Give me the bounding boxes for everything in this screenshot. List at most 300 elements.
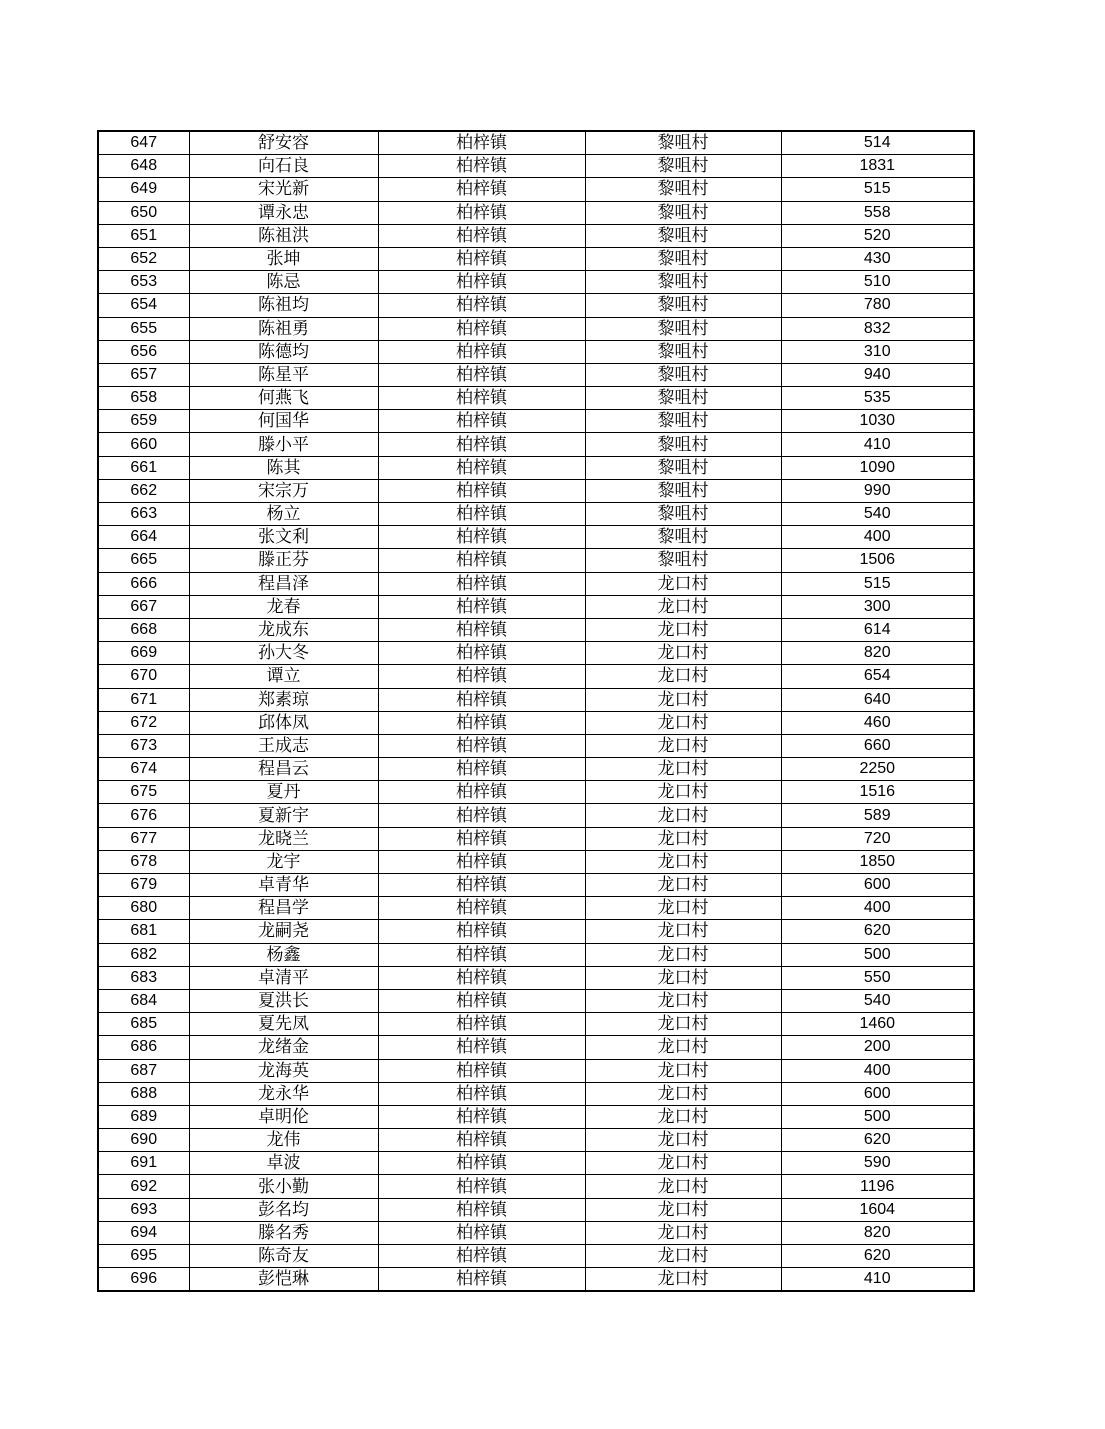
cell-town: 柏梓镇	[378, 131, 585, 155]
cell-amount: 200	[781, 1036, 974, 1059]
table-row	[98, 595, 974, 618]
table-row	[98, 387, 974, 410]
cell-village: 黎咀村	[585, 363, 781, 386]
cell-town: 柏梓镇	[378, 665, 585, 688]
cell-amount: 720	[781, 827, 974, 850]
table-row	[98, 247, 974, 270]
cell-town: 柏梓镇	[378, 1013, 585, 1036]
cell-name: 龙嗣尧	[189, 920, 378, 943]
cell-town: 柏梓镇	[378, 804, 585, 827]
cell-number: 659	[98, 410, 189, 433]
cell-town: 柏梓镇	[378, 850, 585, 873]
cell-village: 龙口村	[585, 850, 781, 873]
cell-number: 690	[98, 1129, 189, 1152]
cell-village: 黎咀村	[585, 247, 781, 270]
cell-town: 柏梓镇	[378, 433, 585, 456]
cell-name: 龙永华	[189, 1082, 378, 1105]
cell-town: 柏梓镇	[378, 1175, 585, 1198]
cell-number: 676	[98, 804, 189, 827]
table-row	[98, 874, 974, 897]
cell-number: 683	[98, 966, 189, 989]
cell-town: 柏梓镇	[378, 526, 585, 549]
cell-town: 柏梓镇	[378, 410, 585, 433]
cell-town: 柏梓镇	[378, 549, 585, 572]
cell-amount: 1196	[781, 1175, 974, 1198]
cell-name: 郑素琼	[189, 688, 378, 711]
cell-village: 龙口村	[585, 688, 781, 711]
cell-village: 黎咀村	[585, 526, 781, 549]
table-row	[98, 1198, 974, 1221]
cell-village: 黎咀村	[585, 410, 781, 433]
cell-village: 黎咀村	[585, 294, 781, 317]
cell-village: 龙口村	[585, 943, 781, 966]
cell-amount: 400	[781, 1059, 974, 1082]
table-row	[98, 734, 974, 757]
cell-village: 龙口村	[585, 1082, 781, 1105]
cell-name: 杨立	[189, 503, 378, 526]
cell-village: 龙口村	[585, 1129, 781, 1152]
table-row	[98, 178, 974, 201]
table-row	[98, 711, 974, 734]
cell-name: 彭恺琳	[189, 1268, 378, 1292]
table-row	[98, 224, 974, 247]
cell-number: 650	[98, 201, 189, 224]
table-row	[98, 549, 974, 572]
cell-town: 柏梓镇	[378, 1129, 585, 1152]
cell-name: 陈奇友	[189, 1245, 378, 1268]
cell-village: 龙口村	[585, 618, 781, 641]
cell-name: 陈忌	[189, 271, 378, 294]
cell-village: 黎咀村	[585, 503, 781, 526]
cell-village: 黎咀村	[585, 433, 781, 456]
cell-number: 672	[98, 711, 189, 734]
cell-amount: 590	[781, 1152, 974, 1175]
cell-amount: 410	[781, 433, 974, 456]
cell-village: 黎咀村	[585, 549, 781, 572]
cell-town: 柏梓镇	[378, 363, 585, 386]
cell-village: 黎咀村	[585, 131, 781, 155]
table-row	[98, 526, 974, 549]
cell-amount: 500	[781, 1105, 974, 1128]
cell-town: 柏梓镇	[378, 1221, 585, 1244]
cell-village: 龙口村	[585, 874, 781, 897]
cell-name: 龙晓兰	[189, 827, 378, 850]
cell-village: 黎咀村	[585, 224, 781, 247]
table-row	[98, 1036, 974, 1059]
table-row	[98, 1175, 974, 1198]
cell-name: 龙绪金	[189, 1036, 378, 1059]
cell-amount: 430	[781, 247, 974, 270]
cell-town: 柏梓镇	[378, 456, 585, 479]
cell-name: 夏丹	[189, 781, 378, 804]
cell-town: 柏梓镇	[378, 874, 585, 897]
cell-amount: 510	[781, 271, 974, 294]
cell-town: 柏梓镇	[378, 1036, 585, 1059]
cell-village: 龙口村	[585, 758, 781, 781]
cell-town: 柏梓镇	[378, 503, 585, 526]
cell-name: 张坤	[189, 247, 378, 270]
cell-number: 695	[98, 1245, 189, 1268]
cell-name: 杨鑫	[189, 943, 378, 966]
cell-name: 卓清平	[189, 966, 378, 989]
cell-amount: 400	[781, 526, 974, 549]
cell-name: 张文利	[189, 526, 378, 549]
cell-town: 柏梓镇	[378, 897, 585, 920]
cell-town: 柏梓镇	[378, 734, 585, 757]
cell-number: 652	[98, 247, 189, 270]
cell-number: 696	[98, 1268, 189, 1292]
cell-amount: 550	[781, 966, 974, 989]
cell-name: 夏先凤	[189, 1013, 378, 1036]
cell-town: 柏梓镇	[378, 1059, 585, 1082]
cell-number: 678	[98, 850, 189, 873]
cell-number: 664	[98, 526, 189, 549]
table-row	[98, 989, 974, 1012]
cell-name: 龙成东	[189, 618, 378, 641]
cell-number: 658	[98, 387, 189, 410]
cell-number: 665	[98, 549, 189, 572]
cell-amount: 620	[781, 920, 974, 943]
cell-amount: 1506	[781, 549, 974, 572]
cell-amount: 820	[781, 1221, 974, 1244]
table-row	[98, 201, 974, 224]
cell-amount: 410	[781, 1268, 974, 1292]
cell-village: 黎咀村	[585, 456, 781, 479]
cell-number: 682	[98, 943, 189, 966]
cell-village: 黎咀村	[585, 479, 781, 502]
cell-number: 660	[98, 433, 189, 456]
table-row	[98, 1129, 974, 1152]
cell-number: 677	[98, 827, 189, 850]
cell-name: 陈祖洪	[189, 224, 378, 247]
table-row	[98, 1152, 974, 1175]
cell-village: 龙口村	[585, 642, 781, 665]
cell-village: 龙口村	[585, 804, 781, 827]
table-row	[98, 271, 974, 294]
cell-name: 王成志	[189, 734, 378, 757]
table-row	[98, 943, 974, 966]
cell-amount: 1030	[781, 410, 974, 433]
table-row	[98, 155, 974, 178]
cell-number: 670	[98, 665, 189, 688]
cell-town: 柏梓镇	[378, 340, 585, 363]
cell-number: 657	[98, 363, 189, 386]
cell-village: 龙口村	[585, 989, 781, 1012]
cell-name: 夏洪长	[189, 989, 378, 1012]
cell-number: 686	[98, 1036, 189, 1059]
cell-number: 692	[98, 1175, 189, 1198]
cell-village: 龙口村	[585, 966, 781, 989]
cell-town: 柏梓镇	[378, 178, 585, 201]
cell-village: 龙口村	[585, 1105, 781, 1128]
cell-number: 653	[98, 271, 189, 294]
cell-number: 689	[98, 1105, 189, 1128]
cell-town: 柏梓镇	[378, 387, 585, 410]
cell-town: 柏梓镇	[378, 201, 585, 224]
cell-name: 卓青华	[189, 874, 378, 897]
cell-number: 662	[98, 479, 189, 502]
cell-amount: 540	[781, 989, 974, 1012]
cell-name: 卓波	[189, 1152, 378, 1175]
cell-town: 柏梓镇	[378, 479, 585, 502]
cell-village: 龙口村	[585, 711, 781, 734]
cell-town: 柏梓镇	[378, 317, 585, 340]
cell-amount: 558	[781, 201, 974, 224]
cell-name: 程昌泽	[189, 572, 378, 595]
cell-name: 龙海英	[189, 1059, 378, 1082]
table-row	[98, 503, 974, 526]
cell-amount: 310	[781, 340, 974, 363]
cell-name: 陈其	[189, 456, 378, 479]
cell-village: 黎咀村	[585, 271, 781, 294]
table-row	[98, 897, 974, 920]
table-row	[98, 363, 974, 386]
table-row	[98, 966, 974, 989]
cell-town: 柏梓镇	[378, 1082, 585, 1105]
cell-village: 龙口村	[585, 665, 781, 688]
table-row	[98, 618, 974, 641]
cell-village: 龙口村	[585, 1221, 781, 1244]
cell-name: 舒安容	[189, 131, 378, 155]
cell-amount: 1850	[781, 850, 974, 873]
table-row	[98, 781, 974, 804]
cell-name: 程昌学	[189, 897, 378, 920]
cell-name: 夏新宇	[189, 804, 378, 827]
cell-number: 671	[98, 688, 189, 711]
cell-amount: 600	[781, 1082, 974, 1105]
cell-village: 龙口村	[585, 1268, 781, 1292]
cell-town: 柏梓镇	[378, 247, 585, 270]
cell-number: 649	[98, 178, 189, 201]
cell-name: 陈祖勇	[189, 317, 378, 340]
cell-number: 654	[98, 294, 189, 317]
cell-amount: 990	[781, 479, 974, 502]
cell-name: 滕小平	[189, 433, 378, 456]
table-row	[98, 1013, 974, 1036]
cell-name: 卓明伦	[189, 1105, 378, 1128]
cell-number: 656	[98, 340, 189, 363]
cell-number: 668	[98, 618, 189, 641]
cell-amount: 1460	[781, 1013, 974, 1036]
cell-amount: 1831	[781, 155, 974, 178]
cell-name: 龙宇	[189, 850, 378, 873]
cell-town: 柏梓镇	[378, 1268, 585, 1292]
cell-town: 柏梓镇	[378, 1245, 585, 1268]
cell-name: 邱体凤	[189, 711, 378, 734]
cell-name: 何国华	[189, 410, 378, 433]
table-row	[98, 433, 974, 456]
cell-town: 柏梓镇	[378, 642, 585, 665]
cell-number: 661	[98, 456, 189, 479]
cell-number: 675	[98, 781, 189, 804]
cell-number: 684	[98, 989, 189, 1012]
cell-name: 龙春	[189, 595, 378, 618]
cell-number: 679	[98, 874, 189, 897]
table-row	[98, 1268, 974, 1292]
cell-name: 宋宗万	[189, 479, 378, 502]
table-row	[98, 572, 974, 595]
cell-town: 柏梓镇	[378, 827, 585, 850]
table-row	[98, 1059, 974, 1082]
cell-village: 黎咀村	[585, 387, 781, 410]
table-row	[98, 294, 974, 317]
cell-amount: 600	[781, 874, 974, 897]
cell-town: 柏梓镇	[378, 781, 585, 804]
cell-name: 谭永忠	[189, 201, 378, 224]
cell-town: 柏梓镇	[378, 595, 585, 618]
cell-name: 孙大冬	[189, 642, 378, 665]
cell-name: 谭立	[189, 665, 378, 688]
table-body	[98, 131, 974, 1291]
cell-number: 663	[98, 503, 189, 526]
cell-name: 陈德均	[189, 340, 378, 363]
cell-town: 柏梓镇	[378, 920, 585, 943]
table-row	[98, 920, 974, 943]
cell-amount: 654	[781, 665, 974, 688]
cell-town: 柏梓镇	[378, 224, 585, 247]
cell-amount: 614	[781, 618, 974, 641]
cell-name: 程昌云	[189, 758, 378, 781]
cell-village: 龙口村	[585, 1245, 781, 1268]
cell-village: 龙口村	[585, 572, 781, 595]
cell-village: 龙口村	[585, 781, 781, 804]
cell-village: 龙口村	[585, 827, 781, 850]
cell-number: 673	[98, 734, 189, 757]
cell-amount: 620	[781, 1129, 974, 1152]
cell-number: 693	[98, 1198, 189, 1221]
cell-amount: 460	[781, 711, 974, 734]
cell-amount: 520	[781, 224, 974, 247]
cell-number: 687	[98, 1059, 189, 1082]
cell-town: 柏梓镇	[378, 572, 585, 595]
cell-amount: 1516	[781, 781, 974, 804]
table-row	[98, 642, 974, 665]
cell-number: 655	[98, 317, 189, 340]
cell-amount: 660	[781, 734, 974, 757]
cell-number: 681	[98, 920, 189, 943]
cell-amount: 589	[781, 804, 974, 827]
cell-village: 龙口村	[585, 897, 781, 920]
cell-town: 柏梓镇	[378, 758, 585, 781]
cell-number: 688	[98, 1082, 189, 1105]
cell-town: 柏梓镇	[378, 688, 585, 711]
cell-number: 694	[98, 1221, 189, 1244]
table-row	[98, 758, 974, 781]
cell-town: 柏梓镇	[378, 155, 585, 178]
table-row	[98, 688, 974, 711]
table-row	[98, 1082, 974, 1105]
cell-town: 柏梓镇	[378, 989, 585, 1012]
cell-amount: 832	[781, 317, 974, 340]
cell-village: 龙口村	[585, 595, 781, 618]
cell-village: 龙口村	[585, 1198, 781, 1221]
cell-name: 陈祖均	[189, 294, 378, 317]
cell-name: 陈星平	[189, 363, 378, 386]
cell-amount: 1604	[781, 1198, 974, 1221]
cell-amount: 500	[781, 943, 974, 966]
cell-town: 柏梓镇	[378, 618, 585, 641]
cell-village: 龙口村	[585, 1013, 781, 1036]
cell-amount: 514	[781, 131, 974, 155]
cell-amount: 780	[781, 294, 974, 317]
cell-town: 柏梓镇	[378, 966, 585, 989]
table-row	[98, 1105, 974, 1128]
table-row	[98, 1245, 974, 1268]
cell-amount: 515	[781, 572, 974, 595]
cell-amount: 620	[781, 1245, 974, 1268]
table-row	[98, 850, 974, 873]
cell-number: 666	[98, 572, 189, 595]
cell-number: 648	[98, 155, 189, 178]
cell-village: 龙口村	[585, 1152, 781, 1175]
cell-name: 宋光新	[189, 178, 378, 201]
cell-town: 柏梓镇	[378, 294, 585, 317]
cell-number: 651	[98, 224, 189, 247]
cell-amount: 515	[781, 178, 974, 201]
data-table	[97, 130, 975, 1292]
cell-name: 张小勤	[189, 1175, 378, 1198]
cell-name: 何燕飞	[189, 387, 378, 410]
cell-village: 龙口村	[585, 1036, 781, 1059]
cell-town: 柏梓镇	[378, 1105, 585, 1128]
cell-number: 680	[98, 897, 189, 920]
table-row	[98, 804, 974, 827]
cell-number: 669	[98, 642, 189, 665]
cell-town: 柏梓镇	[378, 1152, 585, 1175]
table-row	[98, 410, 974, 433]
cell-amount: 2250	[781, 758, 974, 781]
cell-town: 柏梓镇	[378, 943, 585, 966]
cell-amount: 820	[781, 642, 974, 665]
cell-town: 柏梓镇	[378, 271, 585, 294]
cell-amount: 940	[781, 363, 974, 386]
cell-town: 柏梓镇	[378, 711, 585, 734]
cell-amount: 1090	[781, 456, 974, 479]
table-row	[98, 479, 974, 502]
cell-name: 向石良	[189, 155, 378, 178]
cell-village: 龙口村	[585, 920, 781, 943]
cell-name: 滕正芬	[189, 549, 378, 572]
table-row	[98, 317, 974, 340]
cell-village: 龙口村	[585, 1175, 781, 1198]
table-row	[98, 340, 974, 363]
cell-village: 龙口村	[585, 1059, 781, 1082]
cell-name: 龙伟	[189, 1129, 378, 1152]
cell-amount: 400	[781, 897, 974, 920]
cell-village: 黎咀村	[585, 155, 781, 178]
table-row	[98, 131, 974, 155]
cell-number: 667	[98, 595, 189, 618]
cell-name: 彭名均	[189, 1198, 378, 1221]
cell-name: 滕名秀	[189, 1221, 378, 1244]
cell-village: 黎咀村	[585, 340, 781, 363]
cell-amount: 535	[781, 387, 974, 410]
cell-village: 黎咀村	[585, 201, 781, 224]
cell-village: 黎咀村	[585, 317, 781, 340]
cell-number: 685	[98, 1013, 189, 1036]
cell-number: 691	[98, 1152, 189, 1175]
cell-amount: 300	[781, 595, 974, 618]
table-row	[98, 456, 974, 479]
cell-village: 龙口村	[585, 734, 781, 757]
table-row	[98, 1221, 974, 1244]
table-row	[98, 665, 974, 688]
table-row	[98, 827, 974, 850]
cell-number: 674	[98, 758, 189, 781]
cell-amount: 540	[781, 503, 974, 526]
cell-amount: 640	[781, 688, 974, 711]
cell-number: 647	[98, 131, 189, 155]
